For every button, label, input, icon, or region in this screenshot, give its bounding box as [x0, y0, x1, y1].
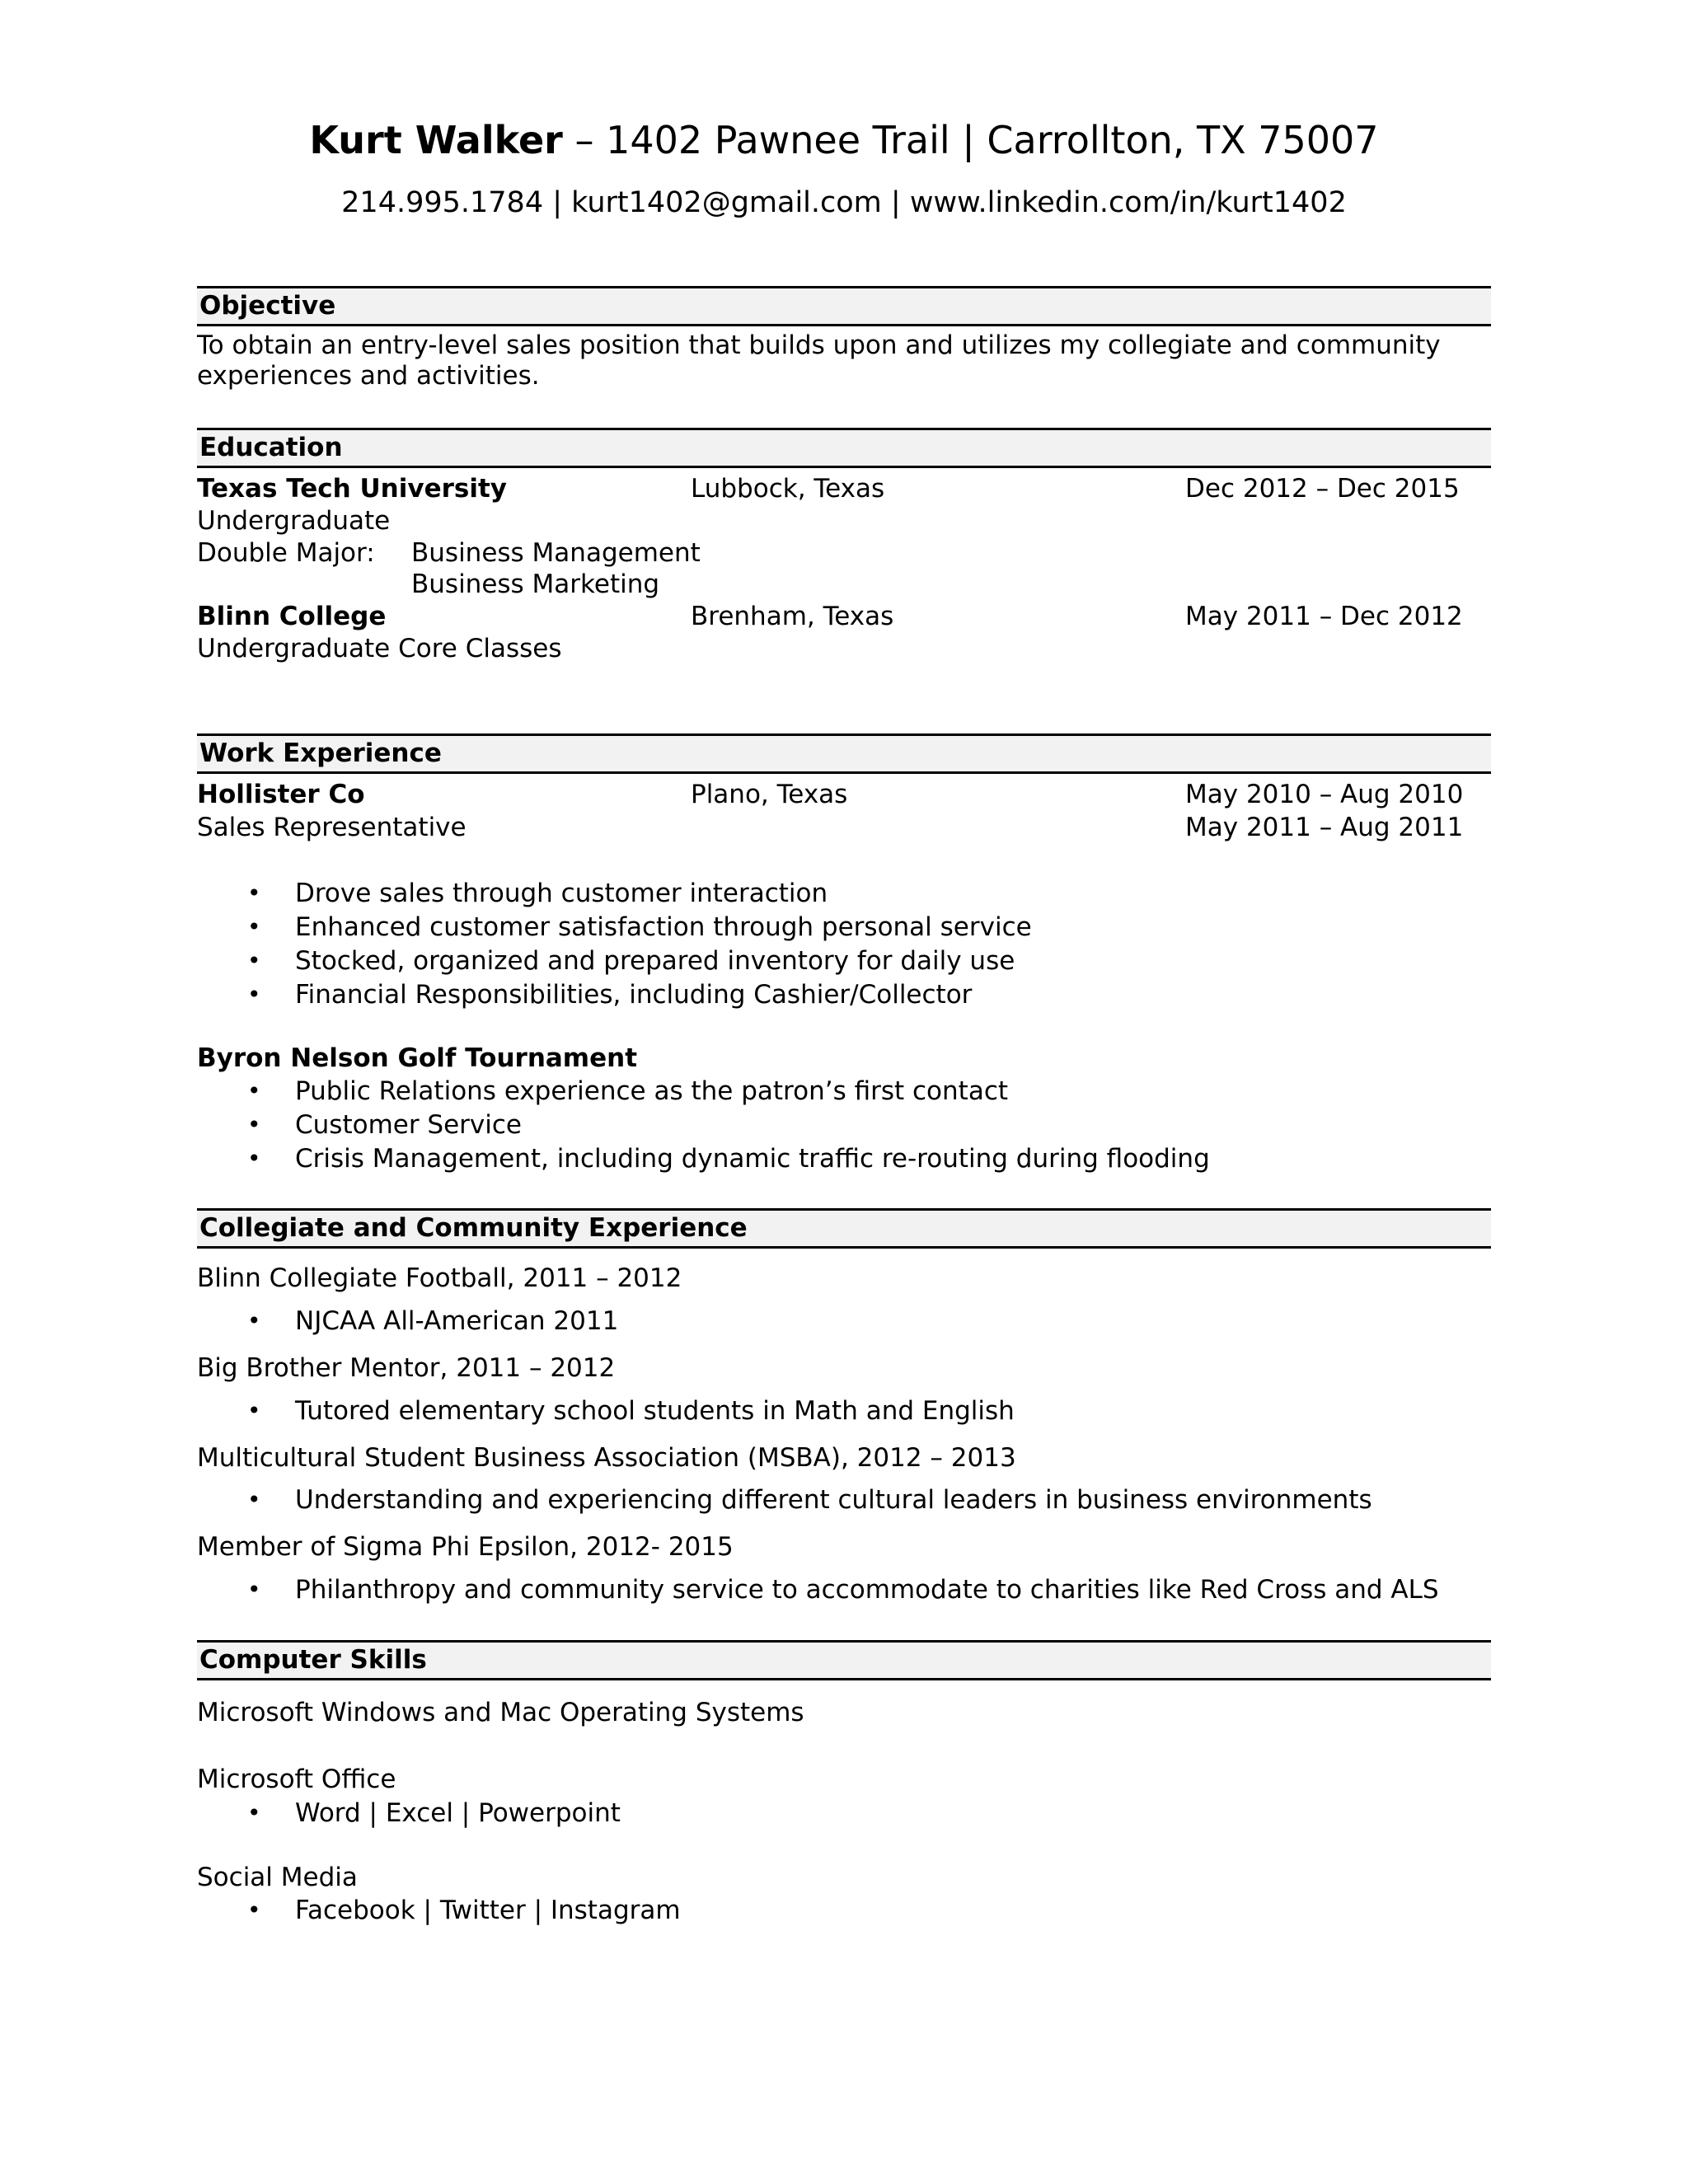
activity-title: Multicultural Student Business Association (MSBA), 2012 – 2013 [197, 1443, 1016, 1473]
bullet-glyph: • [247, 879, 261, 907]
bullet-glyph: • [247, 1145, 261, 1172]
bullet-glyph: • [247, 1397, 261, 1424]
employment-dates: May 2011 – Aug 2011 [1185, 813, 1464, 842]
school-level: Undergraduate [197, 506, 391, 536]
bullet-text: Philanthropy and community service to accommodate to charities like Red Cross and ALS [295, 1575, 1439, 1605]
activity-title: Big Brother Mentor, 2011 – 2012 [197, 1353, 616, 1383]
bullet-glyph: • [247, 1111, 261, 1138]
school-dates: May 2011 – Dec 2012 [1185, 602, 1463, 631]
bullet-glyph: • [247, 1486, 261, 1513]
school-location: Lubbock, Texas [691, 474, 885, 504]
bullet-text: Public Relations experience as the patron’s first contact [295, 1076, 1009, 1106]
bullet-glyph: • [247, 1307, 261, 1334]
employer-name: Hollister Co [197, 780, 365, 809]
bullet-text: Word | Excel | Powerpoint [295, 1798, 621, 1828]
bullet-text: Stocked, organized and prepared inventory for daily use [295, 946, 1015, 976]
skill-social-title: Social Media [197, 1863, 358, 1892]
major-label: Double Major: [197, 538, 375, 568]
major-item: Business Marketing [411, 569, 660, 599]
bullet-text: Customer Service [295, 1110, 523, 1140]
bullet-text: Tutored elementary school students in Math and English [295, 1396, 1015, 1426]
employer-location: Plano, Texas [691, 780, 848, 809]
bullet-text: Facebook | Twitter | Instagram [295, 1896, 681, 1925]
section-objective-header [197, 286, 1491, 326]
school-location: Brenham, Texas [691, 602, 894, 631]
candidate-contact: 214.995.1784 | kurt1402@gmail.com | www.linkedin.com/in/kurt1402 [341, 186, 1347, 219]
section-education-header [197, 428, 1491, 468]
skill-os: Microsoft Windows and Mac Operating Systems [197, 1698, 804, 1727]
major-item: Business Management [411, 538, 701, 568]
bullet-glyph: • [247, 1896, 261, 1924]
bullet-text: Understanding and experiencing different cultural leaders in business environments [295, 1485, 1372, 1515]
bullet-text: Financial Responsibilities, including Cashier/Collector [295, 980, 973, 1010]
bullet-text: Enhanced customer satisfaction through personal service [295, 912, 1032, 942]
job-title: Sales Representative [197, 813, 467, 842]
objective-text-line1: To obtain an entry-level sales position that builds upon and utilizes my collegiate and community [197, 330, 1441, 360]
bullet-glyph: • [247, 947, 261, 974]
employment-dates: May 2010 – Aug 2010 [1185, 780, 1464, 809]
skill-office-title: Microsoft Office [197, 1765, 396, 1794]
section-work-header [197, 733, 1491, 774]
objective-text-line2: experiences and activities. [197, 361, 540, 391]
section-heading: Objective [199, 291, 336, 321]
employer-name: Byron Nelson Golf Tournament [197, 1043, 638, 1073]
bullet-text: Drove sales through customer interaction [295, 879, 828, 908]
activity-title: Member of Sigma Phi Epsilon, 2012- 2015 [197, 1532, 734, 1562]
section-heading: Collegiate and Community Experience [199, 1213, 748, 1243]
bullet-glyph: • [247, 981, 261, 1008]
bullet-glyph: • [247, 913, 261, 940]
activity-title: Blinn Collegiate Football, 2011 – 2012 [197, 1263, 682, 1293]
candidate-name: Kurt Walker [309, 118, 563, 162]
bullet-glyph: • [247, 1799, 261, 1826]
candidate-address: – 1402 Pawnee Trail | Carrollton, TX 75007 [562, 118, 1379, 162]
school-level: Undergraduate Core Classes [197, 634, 562, 663]
school-name: Texas Tech University [197, 474, 507, 504]
section-heading: Work Experience [199, 738, 442, 768]
section-collegiate-header [197, 1208, 1491, 1249]
header-name-address [0, 115, 1688, 165]
section-heading: Computer Skills [199, 1645, 427, 1675]
bullet-glyph: • [247, 1576, 261, 1603]
section-heading: Education [199, 433, 343, 462]
bullet-text: NJCAA All-American 2011 [295, 1306, 619, 1336]
school-name: Blinn College [197, 602, 387, 631]
section-computer-header [197, 1640, 1491, 1680]
school-dates: Dec 2012 – Dec 2015 [1185, 474, 1460, 504]
bullet-text: Crisis Management, including dynamic traffic re-routing during flooding [295, 1144, 1210, 1174]
bullet-glyph: • [247, 1077, 261, 1104]
